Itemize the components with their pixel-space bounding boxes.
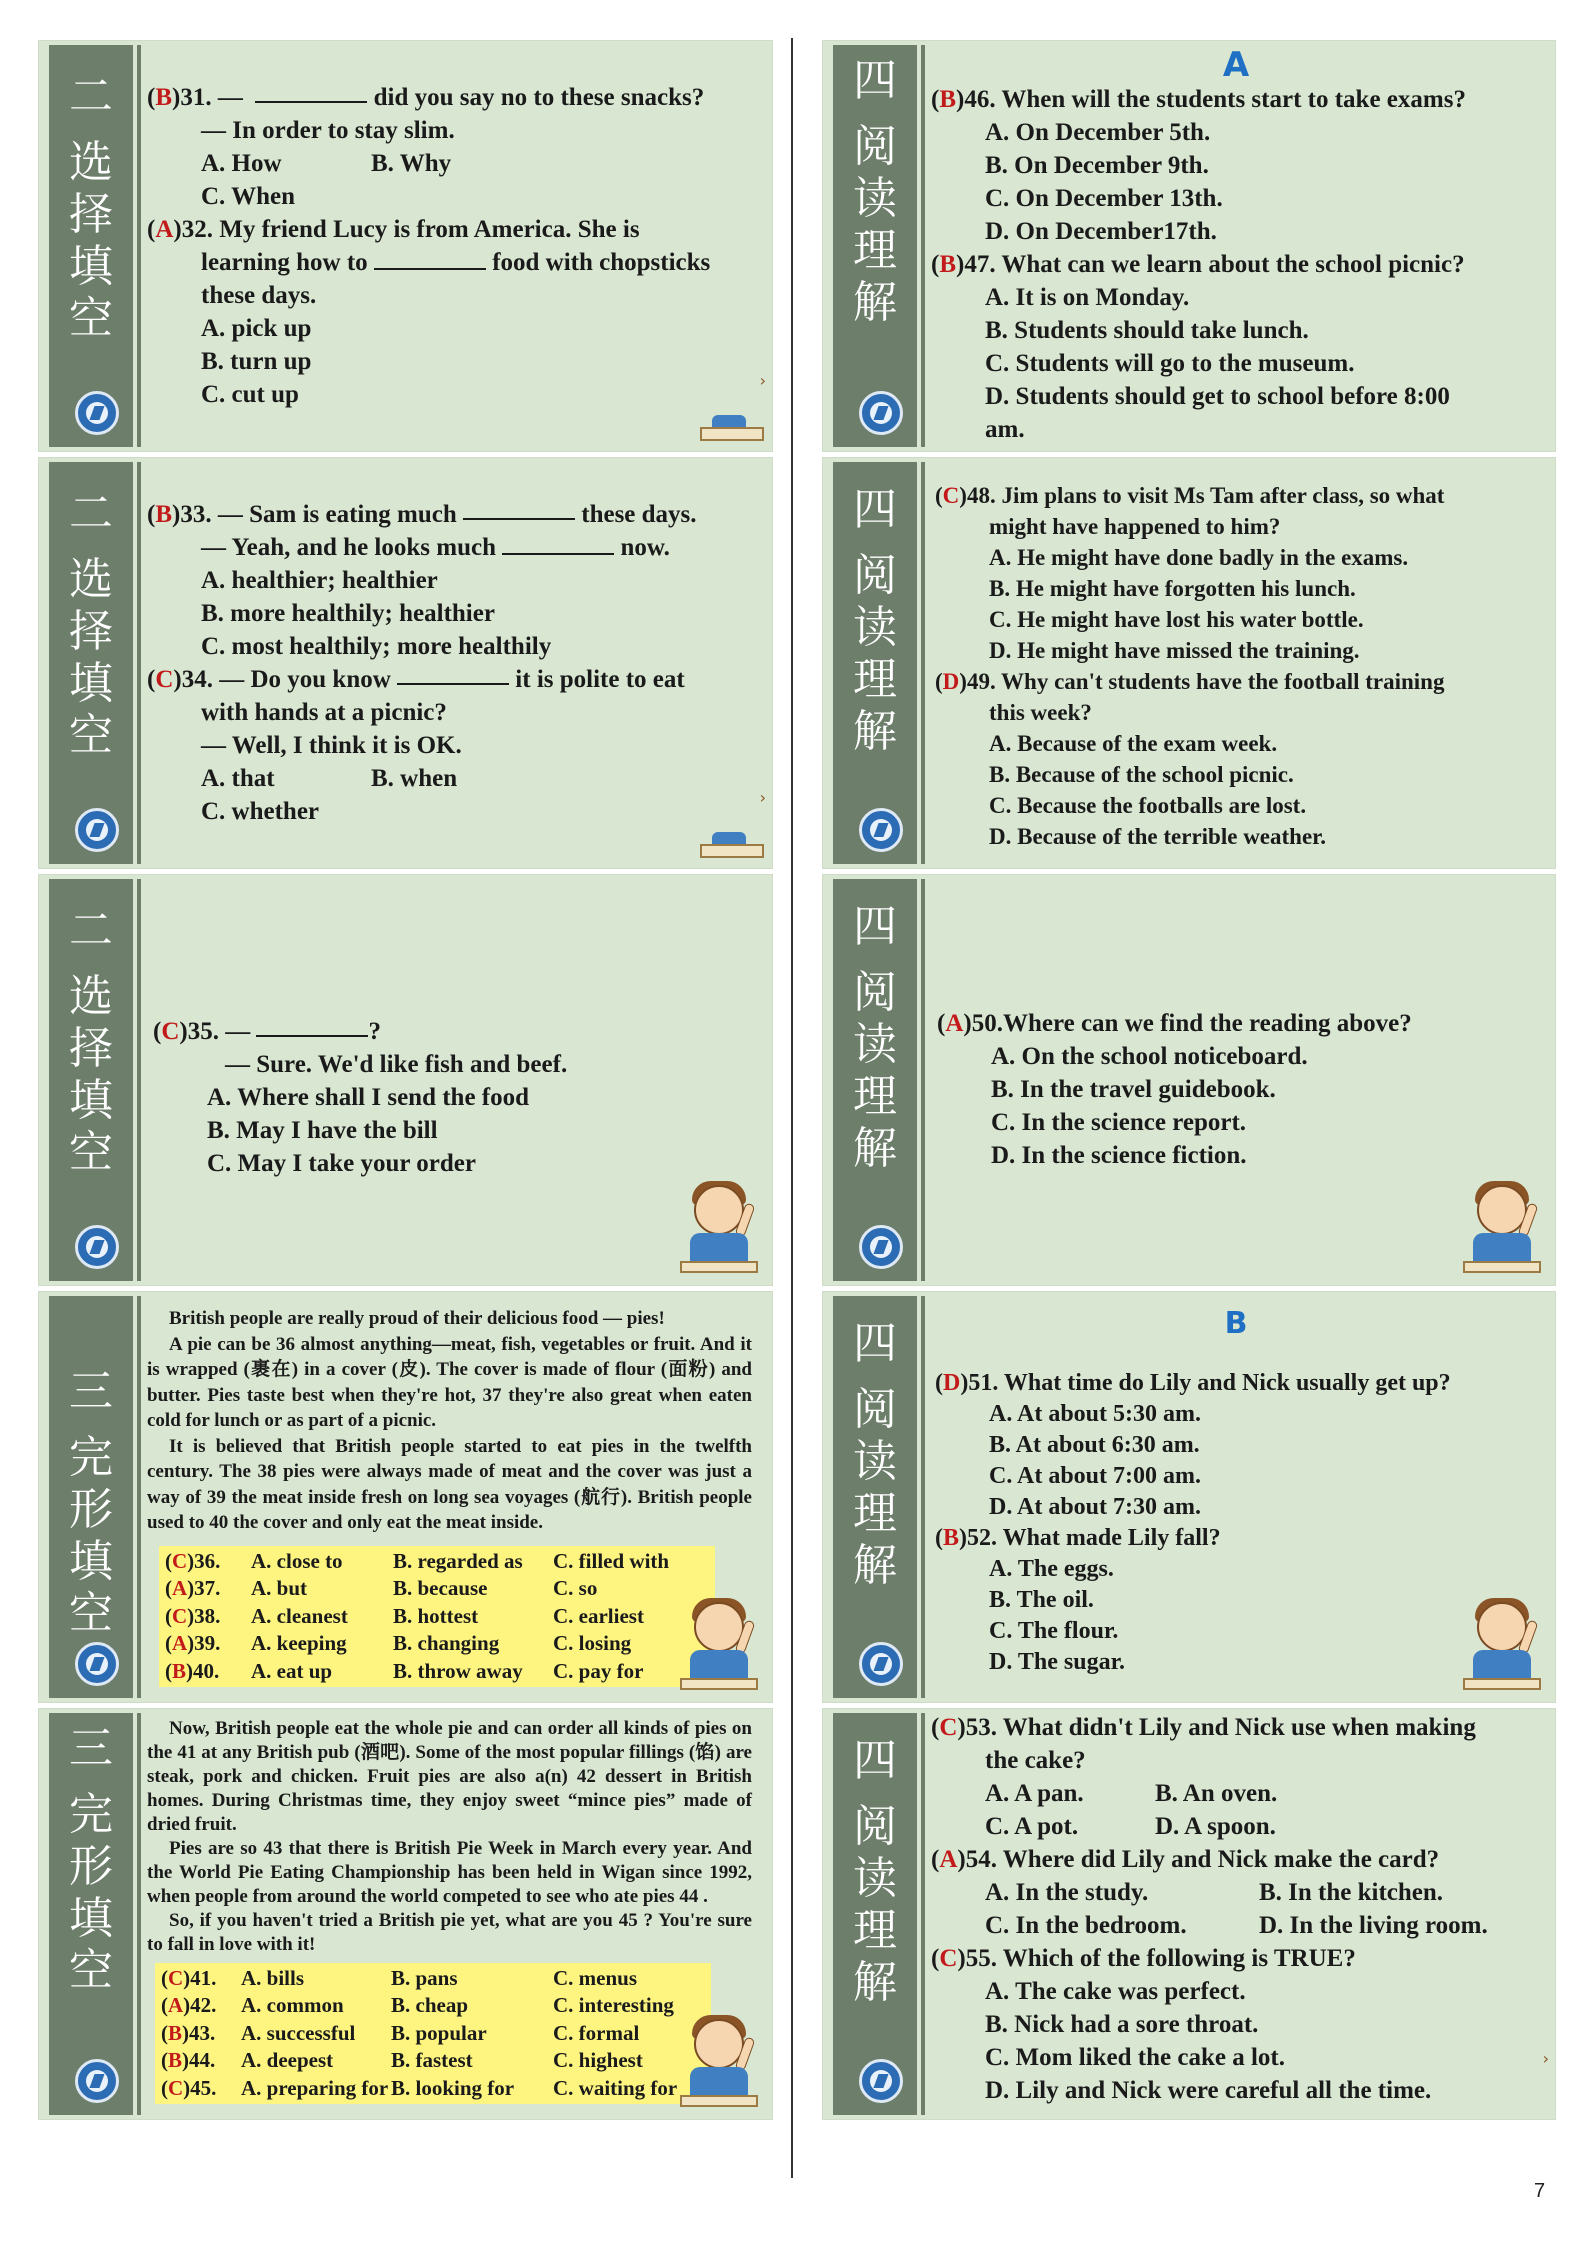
- question-49: ( D ) 49. Why can't students have the football training: [935, 666, 1541, 697]
- section-band: [833, 45, 917, 447]
- answer-blank: [255, 81, 367, 103]
- school-logo-icon: [859, 391, 903, 435]
- cloze-choices: [159, 1546, 715, 1687]
- question-52: ( B ) 52. What made Lily fall?: [935, 1523, 1541, 1554]
- card-q50: 四 阅 读 理 解 ( A ) 50. Where can we find the reading above? A. On the school noticeboard. B. In the travel guidebook. C. In the science report. D. In the science fiction.: [822, 874, 1556, 1286]
- passage-paragraph: Pies are so 43 that there is British Pie Week in March every year. And the World Pie Eating Championship has been held in Wigan since 1992, when people from around the world competed to see who ate pies 44 .: [147, 1838, 752, 1907]
- options-row: A. In the study. B. In the kitchen.: [985, 1879, 1444, 1906]
- options-row: A. How B. Why: [201, 150, 452, 177]
- answer-letter: B: [939, 251, 957, 278]
- passage-paragraph: British people are really proud of their delicious food — pies!: [169, 1308, 665, 1329]
- section-title: 四 阅 读 理 解: [853, 55, 897, 328]
- card-q51-52: 四 阅 读 理 解 B ( D ) 51. What time do Lily and Nick usually get up? A. At about 5:30 am. B. At about 6:30 am. C. At about 7:00 am. D. At about 7:30 am. ( B ) 52. What made Lily fall? A. The eggs. B. The oil. C. The flour. D. The sugar.: [822, 1291, 1556, 1703]
- choice-row: ( A ) 37. A. but B. because C. so: [165, 1576, 598, 1601]
- card-q53-55: 四 阅 读 理 解 ( C ) 53. What didn't Lily and Nick use when making the cake? A. A pan. B. An oven. C. A pot. D. A spoon. ( A ) 54. Where did Lily and Nick make the card? A. In the study. B. In the kitchen. C. In the bedroom. D. In the living room. ( C ) 55. Which of the following is TRUE? A. The cake was perfect. B. Nick had a sore throat. C. Mom liked the cake a lot. D. Lily and Nick were careful all the time. ›: [822, 1708, 1556, 2120]
- question-46: ( B ) 46. When will the students start to take exams?: [931, 83, 1541, 116]
- cloze-choices: [155, 1963, 711, 2104]
- choice-row: ( B ) 44. A. deepest B. fastest C. highest: [161, 2048, 643, 2073]
- section-title: 二 选 择 填 空: [69, 71, 113, 344]
- card-q31-32: 二 选 择 填 空 ( B ) 31. — did you say no to these snacks? — In order to stay slim. A. How B. Why C. When ( A ) 32. My friend Lucy is from America. She is learning how to food with chopsticks these days. A. pick up B. turn up C. cut up ›: [38, 40, 773, 452]
- answer-blank: [256, 1015, 368, 1037]
- reading-section-label: B: [1224, 1306, 1248, 1341]
- answer-letter: B: [155, 501, 173, 528]
- choice-row: ( C ) 45. A. preparing for B. looking for C. waiting for: [161, 2075, 678, 2100]
- answer-letter: C: [939, 1714, 958, 1741]
- section-band: [49, 879, 133, 1281]
- answer-blank: [374, 248, 486, 270]
- question-50: ( A ) 50. Where can we find the reading above?: [937, 1007, 1541, 1040]
- question-31: ( B ) 31. — did you say no to these snacks?: [147, 81, 758, 114]
- answer-letter: D: [943, 1370, 961, 1396]
- section-title: 四 阅 读 理 解: [853, 901, 897, 1174]
- question-32: ( A ) 32. My friend Lucy is from America. She is: [147, 213, 758, 246]
- student-cartoon-icon: [680, 1602, 758, 1694]
- question-55: ( C ) 55. Which of the following is TRUE?: [931, 1942, 1541, 1975]
- section-title: 二 选 择 填 空: [69, 905, 113, 1178]
- section-band: [49, 1713, 133, 2115]
- school-logo-icon: [859, 1642, 903, 1686]
- passage-paragraph: So, if you haven't tried a British pie yet, what are you 45 ? You're sure to fall in love with it!: [147, 1910, 752, 1955]
- options-row: C. A pot. D. A spoon.: [985, 1813, 1276, 1840]
- student-cartoon-icon: [680, 1185, 758, 1277]
- answer-letter: C: [942, 483, 960, 508]
- answer-blank: [502, 533, 614, 555]
- choice-row: ( C ) 41. A. bills B. pans C. menus: [161, 1966, 638, 1990]
- student-desk-icon: [700, 832, 760, 858]
- chevron-right-icon: ›: [759, 788, 766, 807]
- chevron-right-icon: ›: [759, 371, 766, 390]
- card-q48-49: 四 阅 读 理 解 ( C ) 48. Jim plans to visit Ms Tam after class, so what might have happened to him? A. He might have done badly in the exams. B. He might have forgotten his lunch. C. He might have lost his water bottle. D. He might have missed the training. ( D ) 49. Why can't students have the football training this week? A. Because of the exam week. B. Because of the school picnic. C. Because the footballs are lost. D. Because of the terrible weather.: [822, 457, 1556, 869]
- student-cartoon-icon: [1463, 1185, 1541, 1277]
- section-band: [833, 462, 917, 864]
- answer-blank: [463, 498, 575, 520]
- choice-row: ( B ) 40. A. eat up B. throw away C. pay for: [165, 1658, 644, 1683]
- passage-paragraph: Now, British people eat the whole pie and can order all kinds of pies on the 41 at any British pub (酒吧). Some of the most popular fillings (馅) are steak, pork and chicken. Fruit pies are also a(n) 42 dessert in British homes. During Christmas time, they enjoy sweet “mince pies” made of dried fruit.: [147, 1718, 752, 1835]
- question-53: ( C ) 53. What didn't Lily and Nick use when making: [931, 1711, 1541, 1744]
- card-q33-34: 二 选 择 填 空 ( B ) 33. — Sam is eating much these days. — Yeah, and he looks much now. A. healthier; healthier B. more healthily; healthier C. most healthily; more healthily ( C ) 34. — Do you know it is polite to eat with hands at a picnic? — Well, I think it is OK. A. that B. when C. whether ›: [38, 457, 773, 869]
- section-band: [49, 462, 133, 864]
- section-band: [833, 1713, 917, 2115]
- school-logo-icon: [75, 2059, 119, 2103]
- school-logo-icon: [75, 391, 119, 435]
- choice-row: ( C ) 36. A. close to B. regarded as C. filled with: [165, 1549, 670, 1573]
- answer-letter: C: [939, 1945, 958, 1972]
- school-logo-icon: [75, 1225, 119, 1269]
- section-title: 四 阅 读 理 解: [853, 1735, 897, 2008]
- section-title: 四 阅 读 理 解: [853, 1318, 897, 1591]
- question-34: ( C ) 34. — Do you know it is polite to eat: [147, 663, 758, 696]
- passage-paragraph: A pie can be 36 almost anything—meat, fish, vegetables or fruit. And it is wrapped (裹在) in a cover (皮). The cover is made of flour (面粉) and butter. Pies taste best when they're hot, 37 they're also great when eaten cold for lunch or as part of a picnic.: [147, 1333, 752, 1431]
- school-logo-icon: [859, 2059, 903, 2103]
- chevron-right-icon: ›: [1542, 2049, 1549, 2068]
- student-cartoon-icon: [1463, 1602, 1541, 1694]
- answer-letter: A: [155, 216, 174, 243]
- section-title: 三 完 形 填 空: [69, 1366, 113, 1639]
- section-title: 二 选 择 填 空: [69, 488, 113, 761]
- student-desk-icon: [700, 415, 760, 441]
- answer-letter: C: [155, 666, 174, 693]
- card-q35: 二 选 择 填 空 ( C ) 35. — ? — Sure. We'd like fish and beef. A. Where shall I send the food B. May I have the bill C. May I take your order: [38, 874, 773, 1286]
- card-cloze-36-40: [38, 1291, 773, 1703]
- section-band: [49, 1296, 133, 1698]
- options-row: A. A pan. B. An oven.: [985, 1780, 1278, 1807]
- passage-paragraph: It is believed that British people started to eat pies in the twelfth century. The 38 pies were always made of meat and the cover was just a way of 39 the meat inside fresh on long sea voyages (航行). British people used to 40 the cover and only eat the meat inside.: [147, 1435, 752, 1533]
- section-band: [833, 879, 917, 1281]
- page-divider: [791, 38, 793, 2178]
- question-54: ( A ) 54. Where did Lily and Nick make the card?: [931, 1843, 1541, 1876]
- question-33: ( B ) 33. — Sam is eating much these days.: [147, 498, 758, 531]
- answer-letter: B: [943, 1525, 960, 1551]
- school-logo-icon: [75, 808, 119, 852]
- school-logo-icon: [75, 1642, 119, 1686]
- section-title: 四 阅 读 理 解: [853, 484, 897, 757]
- section-band: [49, 45, 133, 447]
- choice-row: ( A ) 42. A. common B. cheap C. interesting: [161, 1993, 674, 2018]
- student-cartoon-icon: [680, 2019, 758, 2111]
- question-48: ( C ) 48. Jim plans to visit Ms Tam after class, so what: [935, 480, 1541, 511]
- section-title: 三 完 形 填 空: [69, 1723, 113, 1996]
- school-logo-icon: [859, 1225, 903, 1269]
- answer-letter: D: [942, 669, 960, 694]
- answer-letter: A: [939, 1846, 958, 1873]
- section-band: [833, 1296, 917, 1698]
- school-logo-icon: [859, 808, 903, 852]
- question-35: ( C ) 35. — ?: [153, 1015, 758, 1048]
- choice-row: ( C ) 38. A. cleanest B. hottest C. earliest: [165, 1603, 644, 1628]
- answer-letter: C: [161, 1018, 180, 1045]
- choice-row: ( B ) 43. A. successful B. popular C. formal: [161, 2020, 640, 2045]
- card-q46-47: 四 阅 读 理 解 A ( B ) 46. When will the students start to take exams? A. On December 5th. B. On December 9th. C. On December 13th. D. On December17th. ( B ) 47. What can we learn about the school picnic? A. It is on Monday. B. Students should take lunch. C. Students will go to the museum. D. Students should get to school before 8:00 am.: [822, 40, 1556, 452]
- question-47: ( B ) 47. What can we learn about the school picnic?: [931, 248, 1541, 281]
- page-number: 7: [1534, 2180, 1546, 2202]
- answer-letter: B: [939, 86, 957, 113]
- answer-blank: [397, 663, 509, 685]
- answer-letter: B: [155, 84, 173, 111]
- card-cloze-41-45: [38, 1708, 773, 2120]
- choice-row: ( A ) 39. A. keeping B. changing C. losing: [165, 1631, 632, 1656]
- question-51: ( D ) 51. What time do Lily and Nick usually get up?: [935, 1368, 1541, 1399]
- options-row: A. that B. when: [201, 765, 458, 792]
- answer-letter: A: [945, 1010, 964, 1037]
- reading-section-label: A: [1222, 45, 1250, 85]
- options-row: C. In the bedroom. D. In the living room.: [985, 1912, 1488, 1939]
